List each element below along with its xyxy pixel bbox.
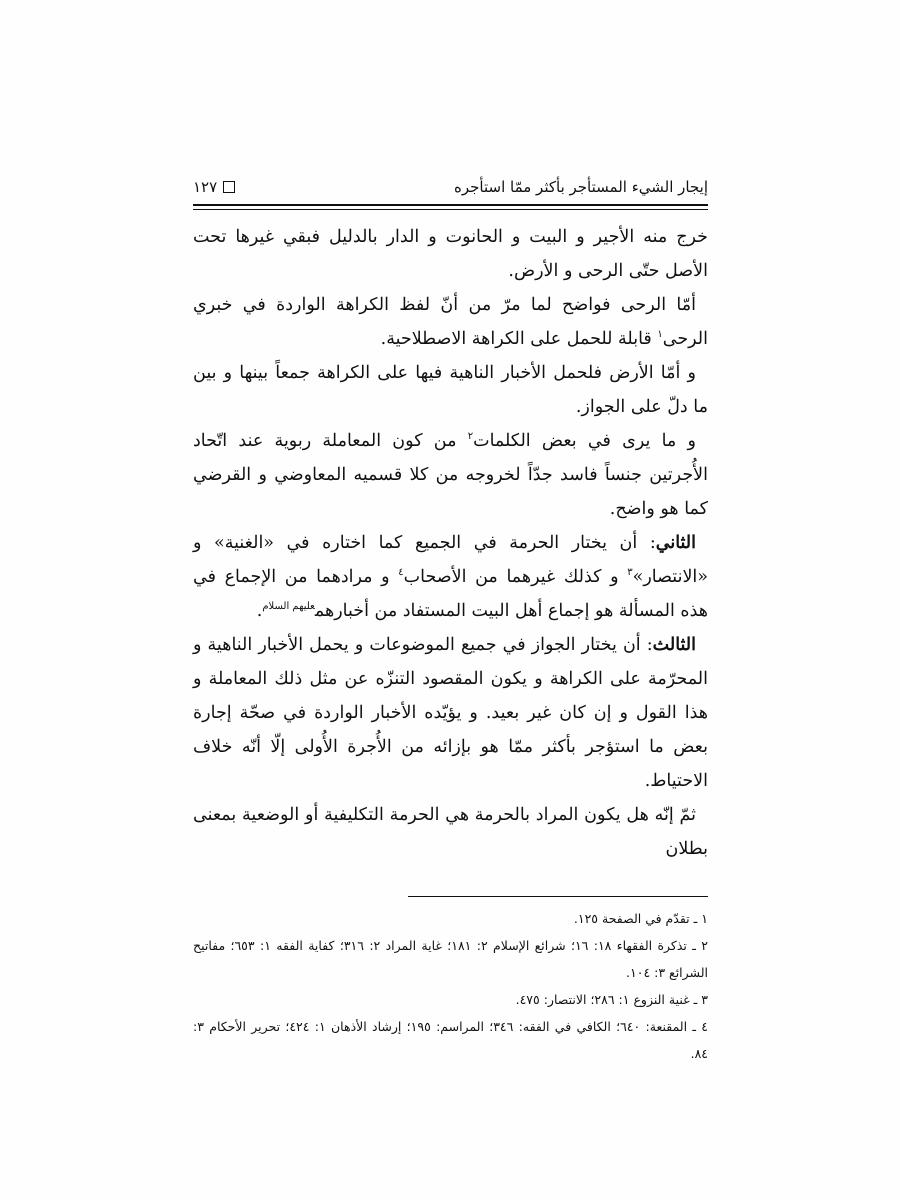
paragraph-4	[193, 424, 708, 526]
square-icon	[223, 181, 235, 193]
paragraph-2-text-a: أمّا الرحى فواضح لما مرّ من أنّ لفظ الكراهة الواردة في خبري الرحى	[193, 295, 708, 349]
paragraph-4-text-b: من كون المعاملة ربوية عند اتّحاد الأُجرتين جنساً فاسد جدّاً لخروجه من كلا قسميه المعاوضي و القرضي كما هو واضح.	[193, 431, 708, 519]
footnote-separator	[408, 896, 708, 897]
paragraph-6-text: : أن يختار الجواز في جميع الموضوعات و يحمل الأخبار الناهية و المحرّمة على الكراهة و يكون المقصود التنزّه عن مثل ذلك المعاملة و هذا القول و إن كان غير بعيد. و يؤيّده الأخبار الواردة في صحّة إجارة بعض ما استؤجر بأكثر ممّا هو بإزائه من الأُجرة الأُولى إلّا أنّه خلاف الاحتياط.	[193, 635, 708, 791]
book-page	[193, 170, 708, 1067]
paragraph-2-text-b: قابلة للحمل على الكراهة الاصطلاحية.	[380, 329, 658, 349]
paragraph-7	[193, 798, 708, 866]
paragraph-5-text-d: .	[256, 601, 263, 621]
page-header	[193, 170, 708, 204]
running-title: إيجار الشيء المستأجر بأكثر ممّا استأجره	[454, 178, 708, 196]
section-lead-third: الثالث	[652, 635, 696, 655]
footnote-ref-4: ٤	[398, 567, 404, 579]
footnote-3: ٣ ـ غنية النزوع ١: ٢٨٦؛ الانتصار: ٤٧٥.	[515, 992, 708, 1007]
body-text	[193, 220, 708, 866]
paragraph-2	[193, 288, 708, 356]
footnotes	[193, 905, 708, 1067]
page-number-group	[193, 178, 235, 196]
footnote-ref-2: ٢	[467, 431, 474, 443]
paragraph-6	[193, 628, 708, 798]
paragraph-3	[193, 356, 708, 424]
page-number: ١٢٧	[193, 178, 218, 196]
paragraph-1	[193, 220, 708, 288]
paragraph-7-text: ثمّ إنّه هل يكون المراد بالحرمة هي الحرمة التكليفية أو الوضعية بمعنى بطلان	[193, 805, 708, 859]
paragraph-5-text-c: و مرادهما من الإجماع في هذه المسألة هو إجماع أهل البيت المستفاد من أخبارهم	[193, 567, 708, 621]
footnote-1: ١ ـ تقدّم في الصفحة ١٢٥.	[573, 911, 708, 926]
paragraph-4-text-a: و ما يرى في بعض الكلمات	[473, 431, 696, 451]
paragraph-5-text-b: و كذلك غيرهما من الأصحاب	[403, 567, 628, 587]
header-rule	[193, 204, 708, 210]
paragraph-3-text: و أمّا الأرض فلحمل الأخبار الناهية فيها على الكراهة جمعاً بينها و بين ما دلّ على الجواز.	[193, 363, 708, 417]
footnote-4: ٤ ـ المقنعة: ٦٤٠؛ الكافي في الفقه: ٣٤٦؛ المراسم: ١٩٥؛ إرشاد الأذهان ١: ٤٢٤؛ تحرير الأحكام ٣: ٨٤.	[193, 1019, 709, 1061]
footnote-ref-3: ٣	[627, 567, 633, 579]
honorific-glyph: عليهم السلام	[262, 601, 315, 613]
footnote-ref-1: ١	[657, 329, 663, 341]
paragraph-5-text-a: : أن يختار الحرمة في الجميع كما اختاره في «الغنية» و «الانتصار»	[193, 533, 708, 587]
footnote-2: ٢ ـ تذكرة الفقهاء ١٨: ١٦؛ شرائع الإسلام ٢: ١٨١؛ غاية المراد ٢: ٣١٦؛ كفاية الفقه ١: ٦٥٣؛ مفاتيح الشرائع ٣: ١٠٤.	[193, 938, 708, 980]
section-lead-second: الثاني	[655, 533, 696, 553]
paragraph-5	[193, 526, 708, 628]
paragraph-1-text: خرج منه الأجير و البيت و الحانوت و الدار بالدليل فبقي غيرها تحت الأصل حتّى الرحى و الأرض.	[193, 227, 708, 281]
